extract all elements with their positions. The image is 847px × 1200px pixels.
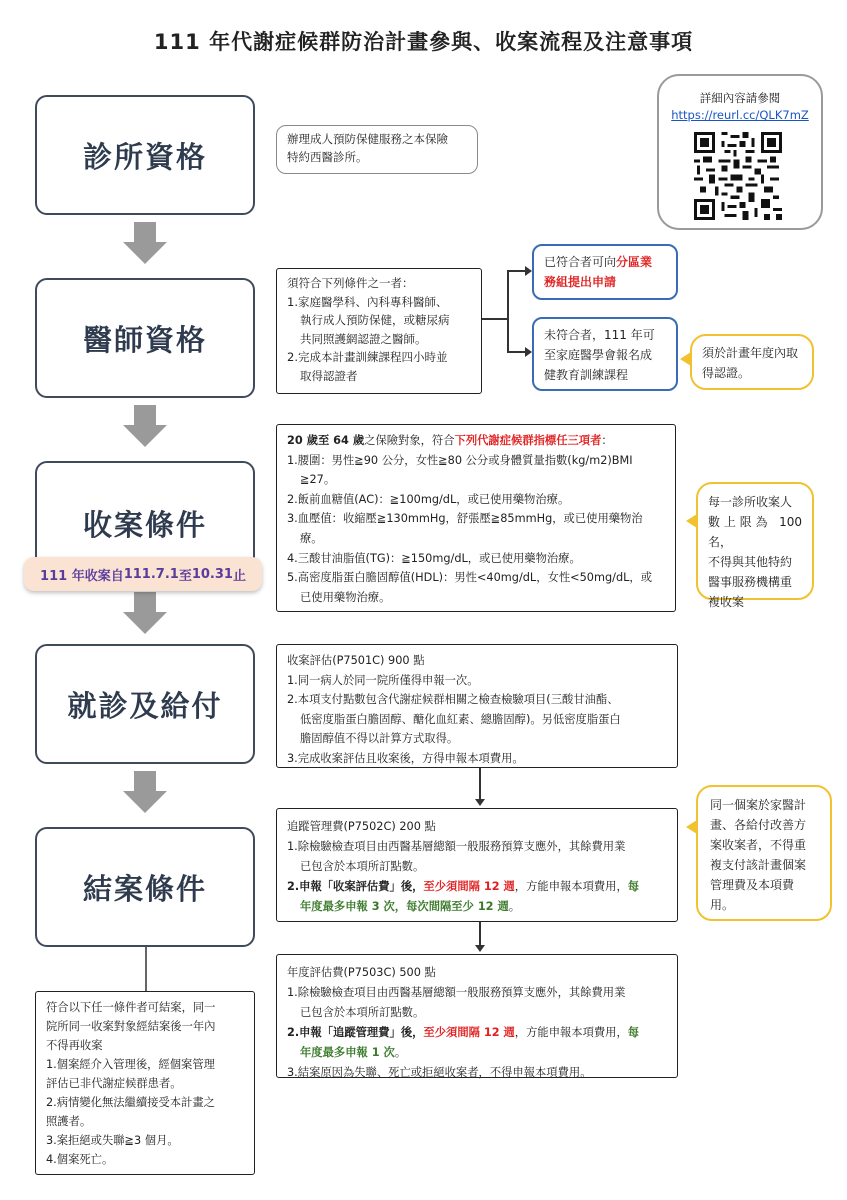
connector-line (482, 318, 508, 320)
certification-deadline-callout (690, 334, 814, 390)
unmet-line: 未符合者，111 年可 (544, 328, 655, 342)
fee-rule: 膽固醇值不得以計算方式取得。 (300, 732, 459, 745)
qr-caption: 詳細內容請參閱 (699, 91, 781, 105)
age-range: 20 歲至 64 歲 (287, 434, 365, 447)
stage-visit-payment (35, 644, 255, 764)
connector-line (507, 270, 527, 272)
callout-line: 須於計畫年度內取 (702, 346, 799, 360)
fee-interval: 至少須間隔 12 週 (423, 1026, 515, 1039)
met-highlight: 務組提出申請 (544, 275, 617, 289)
criterion-hdl: 5.高密度脂蛋白膽固醇值(HDL)：男性<40mg/dL，女性<50mg/dL，或 (287, 571, 652, 585)
callout-line: 數上限為 100 名， (708, 515, 802, 549)
callout-line: 複支付該計畫個案 (710, 858, 807, 872)
fee-heading: 年度評估費(P7503C) 500 點 (287, 966, 436, 979)
callout-line: 案收案者，不得重 (710, 838, 807, 852)
fee-rule: 低密度脂蛋白膽固醇、醣化血紅素、總膽固醇)。另低密度脂蛋白 (300, 712, 621, 726)
callout-line: 得認證。 (702, 366, 751, 380)
stage-clinic-qualification (35, 95, 255, 215)
stage-close-label: 結案條件 (82, 871, 207, 906)
banner-end-date: 10.31 (191, 566, 233, 582)
closure-line: 院所同一收案對象經結案後一年內 (46, 1020, 216, 1033)
banner-text: 至 (178, 568, 192, 584)
closure-line: 3.案拒絕或失聯≧3 個月。 (46, 1134, 179, 1147)
closure-line: 評估已非代謝症候群患者。 (46, 1077, 182, 1090)
closure-conditions-note (35, 991, 255, 1175)
closure-line: 符合以下任一條件者可結案，同一 (46, 1001, 216, 1014)
doctor-note-line: 取得認證者 (300, 368, 358, 383)
stage-case-closure (35, 827, 255, 947)
qualified-apply-note (532, 244, 678, 300)
page-title: 111 年代謝症候群防治計畫參與、收案流程及注意事項 (153, 30, 694, 54)
fee-heading: 收案評估(P7501C) 900 點 (287, 654, 425, 667)
banner-text: 止 (232, 568, 246, 584)
stage-doctor-qualification (35, 278, 255, 398)
criterion-blood-pressure: 3.血壓值：收縮壓≧130mmHg，舒張壓≧85mmHg，或已使用藥物治 (287, 512, 643, 526)
fee-frequency: 年度最多申報 1 次 (300, 1046, 395, 1059)
criterion-glucose: 2.飯前血糖值(AC)：≧100mg/dL，或已使用藥物治療。 (287, 492, 570, 506)
unmet-line: 至家庭醫學會報名成 (544, 348, 653, 362)
fee-frequency: 每 (627, 1026, 640, 1039)
connector-line (145, 947, 147, 991)
fee-rule: 1.同一病人於同一院所僅得申報一次。 (287, 673, 479, 687)
callout-line: 醫事服務機構重 (708, 575, 793, 589)
annual-assessment-fee-note (276, 954, 678, 1078)
closure-line: 不得再收案 (46, 1039, 103, 1052)
fee-rule: 3.完成收案評估且收案後，方得申報本項費用。 (287, 751, 524, 765)
arrowhead-icon (525, 347, 532, 357)
fee-rule: 已包含於本項所訂點數。 (300, 860, 425, 873)
fee-interval: 至少須間隔 12 週 (423, 880, 515, 893)
banner-text: 111 年收案自 (40, 568, 124, 584)
callout-line: 管理費及本項費 (710, 878, 795, 892)
stage-clinic-label: 診所資格 (82, 139, 207, 174)
fee-heading: 追蹤管理費(P7502C) 200 點 (287, 820, 436, 833)
arrowhead-icon (475, 945, 485, 952)
fee-rule: 。 (394, 1046, 407, 1059)
met-text: 已符合者可向 (544, 255, 617, 269)
qr-code-image[interactable] (694, 132, 782, 220)
closure-line: 4.個案死亡。 (46, 1153, 114, 1166)
enrollment-criteria-note (276, 424, 676, 612)
fee-rule: 2.申報「追蹤管理費」後， (287, 1026, 424, 1039)
callout-line: 畫、各給付改善方 (710, 818, 807, 832)
criterion-blood-pressure-cont: 療。 (300, 531, 323, 545)
arrowhead-icon (475, 799, 485, 806)
closure-line: 1.個案經介入管理後，經個案管理 (46, 1058, 215, 1071)
unqualified-training-note (532, 317, 678, 391)
connector-line (507, 270, 509, 352)
enrollment-limit-callout (696, 482, 814, 609)
connector-line (479, 768, 481, 800)
fee-rule: 2.本項支付點數包含代謝症候群相關之檢查檢驗項目(三酸甘油酯、 (287, 693, 619, 706)
doctor-note-line: 1.家庭醫學科、內科專科醫師、 (287, 294, 448, 309)
callout-line: 用。 (710, 898, 735, 912)
fee-rule: ，方能申報本項費用， (514, 1026, 628, 1039)
doctor-note-line: 執行成人預防保健，或糖尿病 (300, 313, 450, 327)
fee-rule: 。 (508, 900, 521, 913)
clinic-note-line: 辦理成人預防保健服務之本保險 (287, 132, 448, 146)
stage-visit-label: 就診及給付 (67, 688, 223, 723)
fee-rule: 1.除檢驗檢查項目由西醫基層總額一般服務預算支應外，其餘費用業 (287, 986, 626, 999)
callout-line: 不得與其他特約 (708, 555, 793, 569)
duplicate-payment-callout (696, 785, 832, 921)
doctor-note-line: 2.完成本計畫訓練課程四小時並 (287, 350, 448, 364)
callout-line: 複收案 (708, 595, 745, 609)
qr-link[interactable]: https://reurl.cc/QLK7mZ (671, 108, 809, 122)
tracking-fee-note (276, 808, 678, 922)
fee-rule: 2.申報「收案評估費」後， (287, 880, 424, 893)
doctor-note-line: 共同照護網認證之醫師。 (300, 331, 427, 346)
enroll-text: ： (601, 434, 613, 447)
enroll-highlight: 下列代謝症候群指標任三項者 (454, 434, 602, 447)
enroll-text: 之保險對象，符合 (364, 434, 455, 447)
callout-line: 每一診所收案人 (708, 495, 793, 509)
criterion-triglyceride: 4.三酸甘油脂值(TG)：≧150mg/dL，或已使用藥物治療。 (287, 551, 581, 565)
doctor-note-line: 須符合下列條件之一者： (287, 276, 414, 290)
fee-rule: 1.除檢驗檢查項目由西醫基層總額一般服務預算支應外，其餘費用業 (287, 840, 626, 853)
connector-line (479, 922, 481, 946)
clinic-note-line: 特約西醫診所。 (287, 150, 368, 164)
fee-frequency: 年度最多申報 3 次，每次間隔至少 12 週 (300, 900, 509, 913)
doctor-requirement-note (276, 268, 482, 394)
assessment-fee-note (276, 644, 678, 768)
closure-line: 照護者。 (46, 1115, 92, 1128)
unmet-line: 健教育訓練課程 (544, 368, 629, 382)
callout-pointer (686, 514, 697, 528)
stage-doctor-label: 醫師資格 (82, 322, 207, 357)
clinic-requirement-note (276, 125, 478, 174)
met-highlight: 分區業 (616, 255, 653, 269)
enrollment-period-banner (24, 557, 262, 591)
callout-line: 同一個案於家醫計 (710, 798, 807, 812)
stage-enroll-label: 收案條件 (82, 508, 207, 542)
fee-frequency: 每 (627, 880, 640, 893)
criterion-waist: 1.腰圍：男性≧90 公分，女性≧80 公分或身體質量指數(kg/m2)BMI (287, 453, 633, 467)
fee-rule: ，方能申報本項費用， (514, 880, 628, 893)
banner-start-date: 111.7.1 (123, 566, 179, 582)
arrowhead-icon (525, 266, 532, 276)
closure-line: 2.病情變化無法繼續接受本計畫之 (46, 1096, 215, 1109)
callout-pointer (680, 352, 691, 366)
criterion-hdl-cont: 已使用藥物治療。 (300, 590, 391, 604)
fee-rule: 3.結案原因為失聯、死亡或拒絕收案者，不得申報本項費用。 (287, 1066, 592, 1079)
callout-pointer (686, 820, 697, 834)
criterion-waist-cont: ≧27。 (300, 473, 336, 487)
connector-line (507, 351, 527, 353)
fee-rule: 已包含於本項所訂點數。 (300, 1006, 425, 1019)
